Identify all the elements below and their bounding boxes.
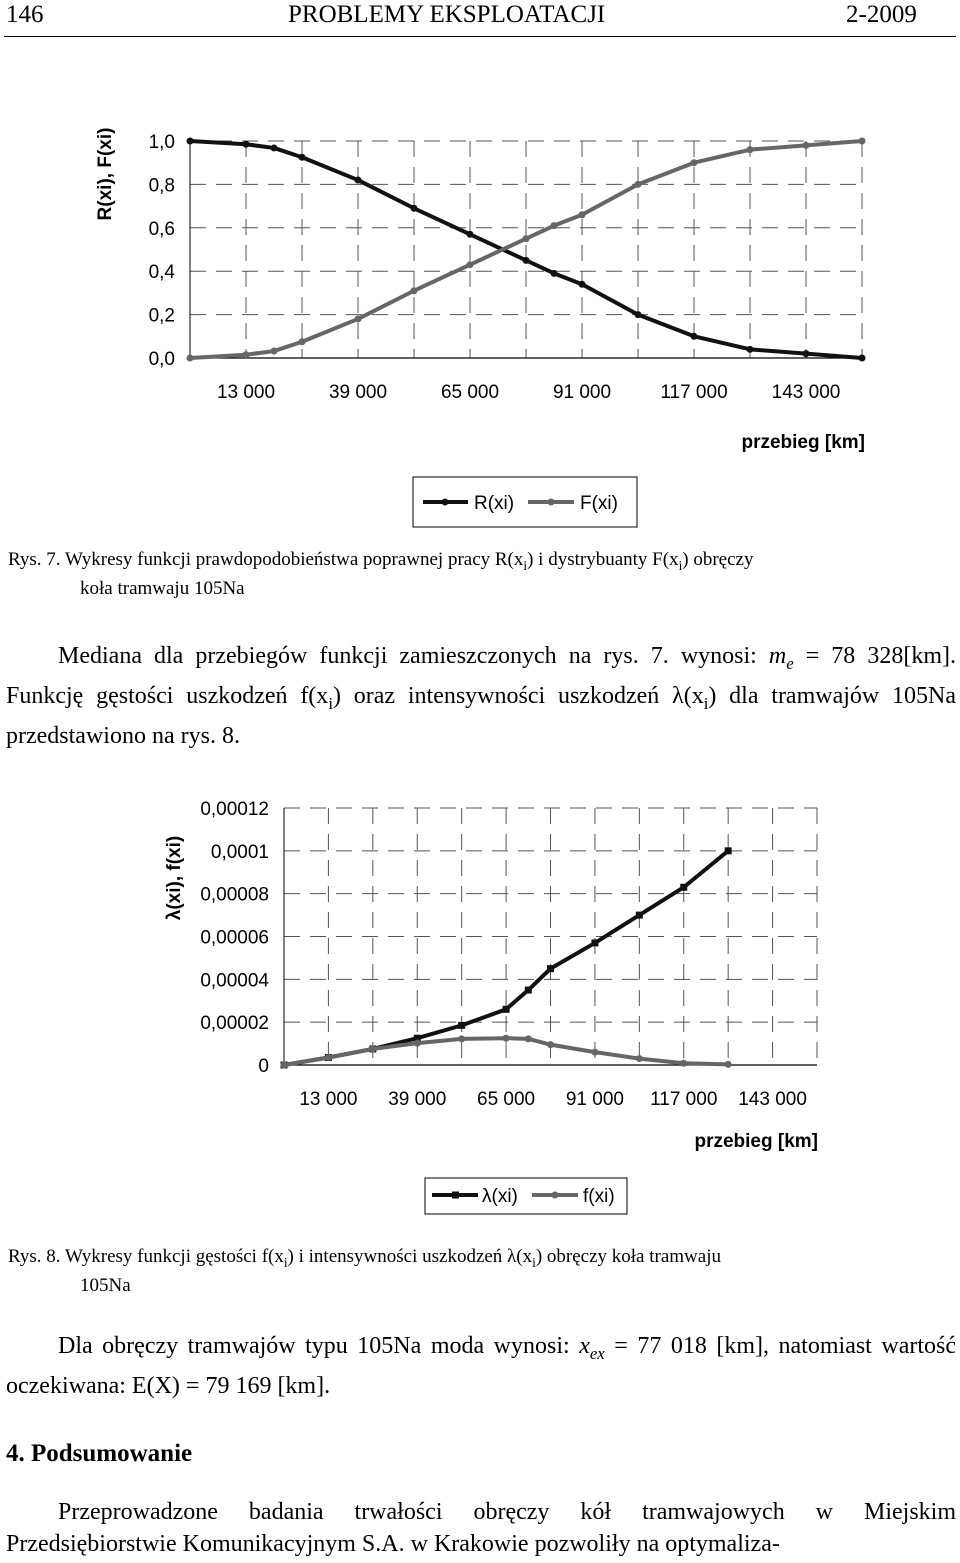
data-point [503, 1035, 510, 1042]
data-point [680, 884, 687, 891]
data-point [271, 348, 278, 355]
series-line-0 [284, 851, 728, 1065]
data-point [414, 1040, 421, 1047]
page-number: 146 [6, 1, 44, 28]
paragraph-summary: Przeprowadzone badania trwałości obręczy kół tramwajowych w Miejskim Przedsiębiorstwie Komunikacyjnym S.A. w Krakowie pozwoliły na optymaliza- [6, 1499, 956, 1557]
data-point [355, 315, 362, 322]
data-point [635, 311, 642, 318]
figure-7-caption: Rys. 7. Wykresy funkcji prawdopodobieństwa poprawnej pracy $R(x_i)$ i dystrybuanty $F(x_i)$ obręczy koła tramwaju 105Na [8, 549, 754, 599]
x-axis-label: przebieg [km] [694, 1131, 818, 1152]
data-point [271, 144, 278, 151]
x-tick-label: 143 000 [771, 382, 841, 403]
y-tick-label: 0,00002 [200, 1013, 269, 1035]
legend-marker-f [552, 1192, 559, 1199]
x-tick-label: 13 000 [216, 382, 276, 403]
data-point [187, 138, 194, 145]
data-point [243, 141, 250, 148]
data-point [635, 181, 642, 188]
legend-marker-f [548, 499, 555, 506]
issue-number: 2-2009 [846, 1, 917, 28]
x-tick-label: 65 000 [440, 382, 500, 403]
data-point [636, 1055, 643, 1062]
paragraph-mode: Dla obręczy tramwajów typu 105Na moda wynosi: $x_{ex} = 77$ 018 [km], natomiast wartość oczekiwana: E(X) = 79 169 [km]. [6, 1333, 957, 1399]
chart-density-intensity [0, 790, 960, 1220]
x-tick-label: 39 000 [388, 1089, 447, 1110]
series [281, 847, 732, 1068]
x-tick-label: 65 000 [477, 1089, 536, 1110]
data-point [551, 270, 558, 277]
y-tick-label: 0,0 [148, 349, 175, 370]
data-point [591, 1049, 598, 1056]
data-point [579, 281, 586, 288]
legend-marker-r [442, 499, 449, 506]
figure-8-caption: Rys. 8. Wykresy funkcji gęstości $f(x_i)$ i intensywności uszkodzeń $\lambda(x_i)$ obręczy koła tramwaju 105Na [8, 1246, 721, 1296]
y-tick-label: 0,00008 [200, 884, 269, 906]
data-point [691, 159, 698, 166]
grid [190, 141, 862, 358]
y-tick-label: 0,00004 [200, 970, 269, 992]
data-point [747, 346, 754, 353]
data-point [579, 211, 586, 218]
data-point [355, 177, 362, 184]
data-point [859, 355, 866, 362]
data-point [525, 1035, 532, 1042]
x-tick-label: 117 000 [650, 1089, 718, 1110]
y-axis-label: R(xi), F(xi) [95, 127, 116, 221]
data-point [591, 939, 598, 946]
data-point [458, 1035, 465, 1042]
data-point [525, 987, 532, 994]
data-point [325, 1054, 332, 1061]
data-point [680, 1060, 687, 1067]
paragraph-median: Mediana dla przebiegów funkcji zamieszczonych na rys. 7. wynosi: $m_e = 78$ 328[km]. Funkcję gęstości uszkodzeń $f(x_i)$ oraz intensywności uszkodzeń $\lambda(x_i)$ dla tramwajów 105Na przedstawiono na rys. 8. [6, 643, 957, 749]
data-point [803, 350, 810, 357]
y-tick-label: 0 [258, 1056, 269, 1077]
x-tick-label: 143 000 [738, 1089, 807, 1110]
legend [413, 477, 637, 527]
data-point [411, 287, 418, 294]
data-point [523, 257, 530, 264]
legend-label-r: R(xi) [474, 493, 515, 514]
data-point [281, 1062, 288, 1069]
data-point [187, 355, 194, 362]
x-tick-label: 39 000 [328, 382, 388, 403]
y-tick-label: 0,0001 [210, 841, 269, 863]
grid [284, 808, 817, 1065]
data-point [803, 142, 810, 149]
data-point [636, 912, 643, 919]
data-point [859, 138, 866, 145]
y-tick-label: 0,00006 [200, 927, 269, 949]
y-tick-label: 0,8 [148, 175, 175, 197]
page-header [0, 0, 960, 38]
data-point [547, 965, 554, 972]
y-tick-label: 1,0 [148, 132, 175, 153]
legend-label-lambda: λ(xi) [482, 1186, 518, 1207]
legend-marker-lambda [452, 1192, 459, 1199]
data-point [523, 235, 530, 242]
y-axis-label: λ(xi), f(xi) [164, 835, 185, 921]
legend [425, 1178, 627, 1214]
data-point [458, 1022, 465, 1029]
x-tick-label: 91 000 [552, 382, 612, 403]
data-point [467, 261, 474, 268]
section-heading: 4. Podsumowanie [6, 1440, 193, 1467]
y-tick-label: 0,2 [148, 305, 175, 327]
legend-label-f: F(xi) [580, 493, 618, 514]
data-point [369, 1045, 376, 1052]
data-point [725, 847, 732, 854]
legend-label-f: f(xi) [583, 1186, 615, 1207]
journal-title: PROBLEMY EKSPLOATACJI [288, 1, 606, 28]
data-point [243, 351, 250, 358]
data-point [725, 1061, 732, 1068]
data-point [411, 205, 418, 212]
data-point [691, 333, 698, 340]
x-axis-label: przebieg [km] [741, 432, 865, 453]
chart-reliability-distribution [0, 100, 960, 540]
x-tick-label: 117 000 [660, 382, 728, 403]
y-tick-label: 0,4 [148, 262, 175, 284]
x-tick-label: 91 000 [565, 1089, 624, 1110]
data-point [299, 154, 306, 161]
data-point [551, 222, 558, 229]
header-rule [4, 36, 956, 37]
data-point [299, 338, 306, 345]
y-tick-label: 0,6 [148, 218, 175, 240]
data-point [503, 1006, 510, 1013]
x-tick-label: 13 000 [299, 1089, 358, 1110]
data-point [747, 146, 754, 153]
data-point [547, 1041, 554, 1048]
y-tick-label: 0,00012 [200, 799, 269, 820]
tick-labels [149, 132, 841, 403]
data-point [467, 231, 474, 238]
